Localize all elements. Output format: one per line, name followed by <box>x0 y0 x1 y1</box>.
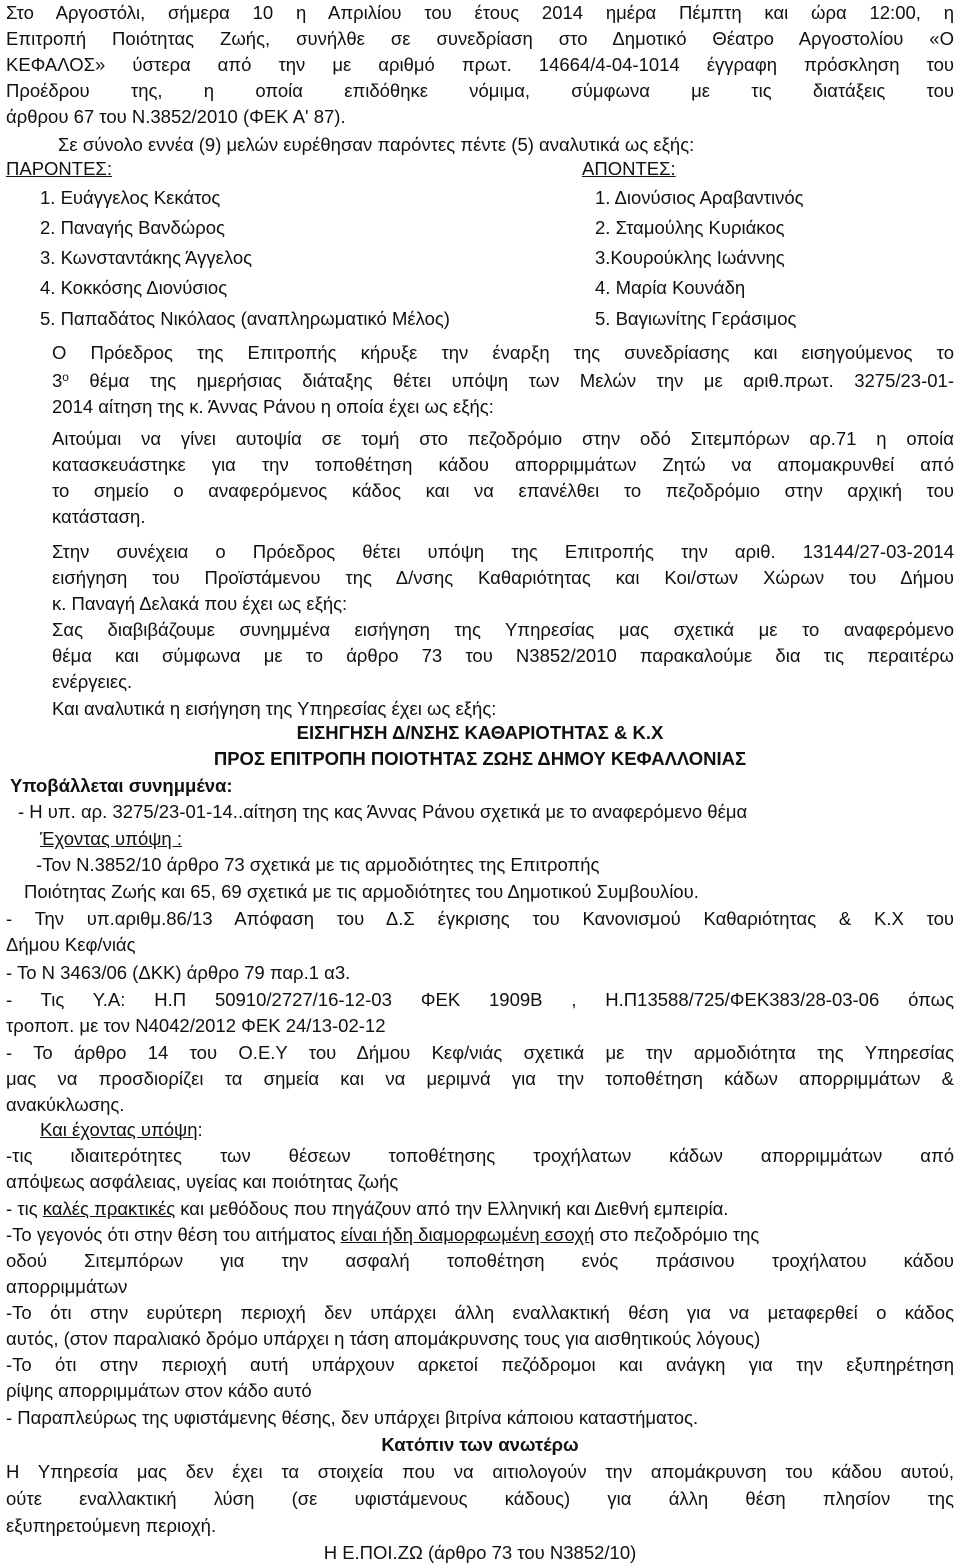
point-line <box>6 1222 759 1248</box>
considering-item: - Το άρθρο 14 του Ο.Ε.Υ του Δήμου Κεφ/νιάς σχετικά με την αρμοδιότητα της Υπηρεσίας <box>6 1042 954 1063</box>
point-text: -Το γεγονός ότι στην θέση του αιτήματος <box>6 1224 341 1245</box>
report-heading: ΕΙΣΗΓΗΣΗ Δ/ΝΣΗΣ ΚΑΘΑΡΙΟΤΗΤΑΣ & Κ.Χ <box>296 722 664 743</box>
point-line: -Το ότι στην περιοχή αυτή υπάρχουν αρκετοί πεζόδρομοι και ανάγκη για την εξυπηρέτηση <box>6 1354 954 1375</box>
intro-line-4: Προέδρου της, η οποία επιδόθηκε νόμιμα, σύμφωνα με τις διατάξεις του <box>6 80 954 101</box>
absent-member: 5. Βαγιωνίτης Γεράσιμος <box>595 308 797 329</box>
point-line: απόψεως ασφάλειας, υγείας και ποιότητας ζωής <box>6 1171 399 1192</box>
considering-heading: Έχοντας υπόψη : <box>40 828 182 849</box>
request-line: Αιτούμαι να γίνει αυτοψία σε τομή στο πεζοδρόμιο στην οδό Σιτεμπόρων αρ.71 η οποία <box>52 428 954 449</box>
conclusion-line: εξυπηρετούμενη περιοχή. <box>6 1515 217 1536</box>
absent-member: 3.Κουρούκλης Ιωάννης <box>595 247 785 268</box>
conclusion-line: Η Υπηρεσία μας δεν έχει τα στοιχεία που να αιτιολογούν την απομάκρυνση του κάδου αυτού, <box>6 1461 954 1482</box>
opening-line-2-text: θέμα της ημερήσιας διάταξης θέτει υπόψη των Μελών την με αριθ.πρωτ. 3275/23-01- <box>68 370 954 391</box>
intro-line-5: άρθρου 67 του Ν.3852/2010 (ΦΕΚ Α' 87). <box>6 106 346 127</box>
considering-item: - Την υπ.αριθμ.86/13 Απόφαση του Δ.Σ έγκρισης του Κανονισμού Καθαριότητας & Κ.Χ του <box>6 908 954 929</box>
absent-member: 2. Σταμούλης Κυριάκος <box>595 217 785 238</box>
request-line: κατασκευάστηκε για την τοποθέτηση κάδου απορριμμάτων Ζητώ να απομακρυνθεί από <box>52 454 954 475</box>
considering-item: Δήμου Κεφ/νιάς <box>6 934 136 955</box>
attendance-summary: Σε σύνολο εννέα (9) μελών ευρέθησαν παρόντες πέντε (5) αναλυτικά ως εξής: <box>58 134 695 155</box>
considering-item: -Τον Ν.3852/10 άρθρο 73 σχετικά με τις αρμοδιότητες της Επιτροπής <box>36 854 600 875</box>
considering-item: τροποπ. με τον Ν4042/2012 ΦΕΚ 24/13-02-12 <box>6 1015 386 1036</box>
present-member: 3. Κωνσταντάκης Άγγελος <box>40 247 253 268</box>
point-line: - Παραπλεύρως της υφιστάμενης θέσης, δεν υπάρχει βιτρίνα κάποιου καταστήματος. <box>6 1407 699 1428</box>
point-text: στο πεζοδρόμιο της <box>594 1224 760 1245</box>
considering-item: - Το Ν 3463/06 (ΔΚΚ) άρθρο 79 παρ.1 α3. <box>6 962 351 983</box>
present-member: 5. Παπαδάτος Νικόλαος (αναπληρωματικό Μέλος) <box>40 308 450 329</box>
absent-heading: ΑΠΟΝΤΕΣ: <box>582 158 676 179</box>
point-underlined: καλές πρακτικές <box>42 1198 176 1219</box>
opening-line-3: 2014 αίτηση της κ. Άννας Ράνου η οποία έχει ως εξής: <box>52 396 494 417</box>
attached-heading: Υποβάλλεται συνημμένα: <box>10 775 233 796</box>
point-text: - τις <box>6 1198 43 1219</box>
forward-line: ενέργειες. <box>52 671 133 692</box>
conclusion-heading: Κατόπιν των ανωτέρω <box>381 1434 579 1455</box>
point-line: αυτός, (στον παραλιακό δρόμο υπάρχει η τάση απομάκρυνσης τους για αισθητικούς λόγους) <box>6 1328 761 1349</box>
point-line: ρίψης απορριμμάτων στον κάδο αυτό <box>6 1380 312 1401</box>
request-line: το σημείο ο αναφερόμενος κάδος και να επανέλθει το πεζοδρόμιο στην αρχική του <box>52 480 954 501</box>
point-underlined: είναι ήδη διαμορφωμένη εσοχή <box>340 1224 595 1245</box>
present-heading: ΠΑΡΟΝΤΕΣ: <box>6 158 113 179</box>
forward-line: Σας διαβιβάζουμε συνημμένα εισήγηση της Υπηρεσίας μας σχετικά με το αναφερόμενο <box>52 619 954 640</box>
intro-line-3: ΚΕΦΑΛΟΣ» ύστερα από την με αριθμό πρωτ. 14664/4-04-1014 έγγραφη πρόσκληση του <box>6 54 954 75</box>
absent-member: 1. Διονύσιος Αραβαντινός <box>595 187 804 208</box>
request-line: κατάσταση. <box>52 506 146 527</box>
considering2-heading: Και έχοντας υπόψη <box>40 1119 198 1140</box>
detail-intro: Και αναλυτικά η εισήγηση της Υπηρεσίας έχει ως εξής: <box>52 698 497 719</box>
topic-number: 3 <box>52 370 63 391</box>
considering-item: - Τις Υ.Α: Η.Π 50910/2727/16-12-03 ΦΕΚ 1909Β , Η.Π13588/725/ΦΕΚ383/28-03-06 όπως <box>6 989 954 1010</box>
opening-line-2 <box>52 368 954 394</box>
considering2-colon: : <box>197 1119 203 1140</box>
present-member: 2. Παναγής Βανδώρος <box>40 217 225 238</box>
considering-item: ανακύκλωσης. <box>6 1094 125 1115</box>
point-text: και μεθόδους που πηγάζουν από την Ελληνική και Διεθνή εμπειρία. <box>175 1198 729 1219</box>
continuation-line: κ. Παναγή Δελακά που έχει ως εξής: <box>52 593 348 614</box>
topic-ordinal: ο <box>62 370 69 384</box>
point-line <box>6 1196 728 1222</box>
present-member: 1. Ευάγγελος Κεκάτος <box>40 187 221 208</box>
point-line: οδού Σιτεμπόρων για την ασφαλή τοποθέτηση ενός πράσινου τροχήλατου κάδου <box>6 1250 954 1271</box>
absent-member: 4. Μαρία Κουνάδη <box>595 277 746 298</box>
present-member: 4. Κοκκόσης Διονύσιος <box>40 277 228 298</box>
point-line: απορριμμάτων <box>6 1276 128 1297</box>
considering2-heading-line <box>40 1117 203 1143</box>
conclusion-line: ούτε εναλλακτική λύση (σε υφιστάμενους κάδους) για άλλη θέση πλησίον της <box>6 1488 954 1509</box>
attached-item: - Η υπ. αρ. 3275/23-01-14..αίτηση της κας Άννας Ράνου σχετικά με το αναφερόμενο θέμα <box>18 801 748 822</box>
opening-line-1: Ο Πρόεδρος της Επιτροπής κήρυξε την έναρξη της συνεδρίασης και εισηγούμενος το <box>52 342 954 363</box>
forward-line: θέμα και σύμφωνα με το άρθρο 73 του Ν3852/2010 παρακαλούμε δια τις περαιτέρω <box>52 645 954 666</box>
point-line: -Το ότι στην ευρύτερη περιοχή δεν υπάρχει άλλη εναλλακτική θέση για να μεταφερθεί ο κάδος <box>6 1302 954 1323</box>
considering-item: μας να προσδιορίζει τα σημεία και να μεριμνά για την τοποθέτηση κάδων απορριμμάτων & <box>6 1068 954 1089</box>
point-line: -τις ιδιαιτερότητες των θέσεων τοποθέτησης τροχήλατων κάδων απορριμμάτων από <box>6 1145 954 1166</box>
intro-line-2: Επιτροπή Ποιότητας Ζωής, συνήλθε σε συνεδρίαση στο Δημοτικό Θέατρο Αργοστολίου «Ο <box>6 28 954 49</box>
footer-signature: Η Ε.ΠΟΙ.ΖΩ (άρθρο 73 του Ν3852/10) <box>323 1542 637 1563</box>
continuation-line: Στην συνέχεια ο Πρόεδρος θέτει υπόψη της Επιτροπής την αριθ. 13144/27-03-2014 <box>52 541 954 562</box>
continuation-line: εισήγηση του Προϊστάμενου της Δ/νσης Καθαριότητας και Κοι/στων Χώρων του Δήμου <box>52 567 954 588</box>
intro-line-1: Στο Αργοστόλι, σήμερα 10 η Απριλίου του έτους 2014 ημέρα Πέμπτη και ώρα 12:00, η <box>6 2 954 23</box>
report-addressee: ΠΡΟΣ ΕΠΙΤΡΟΠΗ ΠΟΙΟΤΗΤΑΣ ΖΩΗΣ ΔΗΜΟΥ ΚΕΦΑΛΛΟΝΙΑΣ <box>213 748 747 769</box>
considering-item: Ποιότητας Ζωής και 65, 69 σχετικά με τις αρμοδιότητες του Δημοτικού Συμβουλίου. <box>24 881 699 902</box>
